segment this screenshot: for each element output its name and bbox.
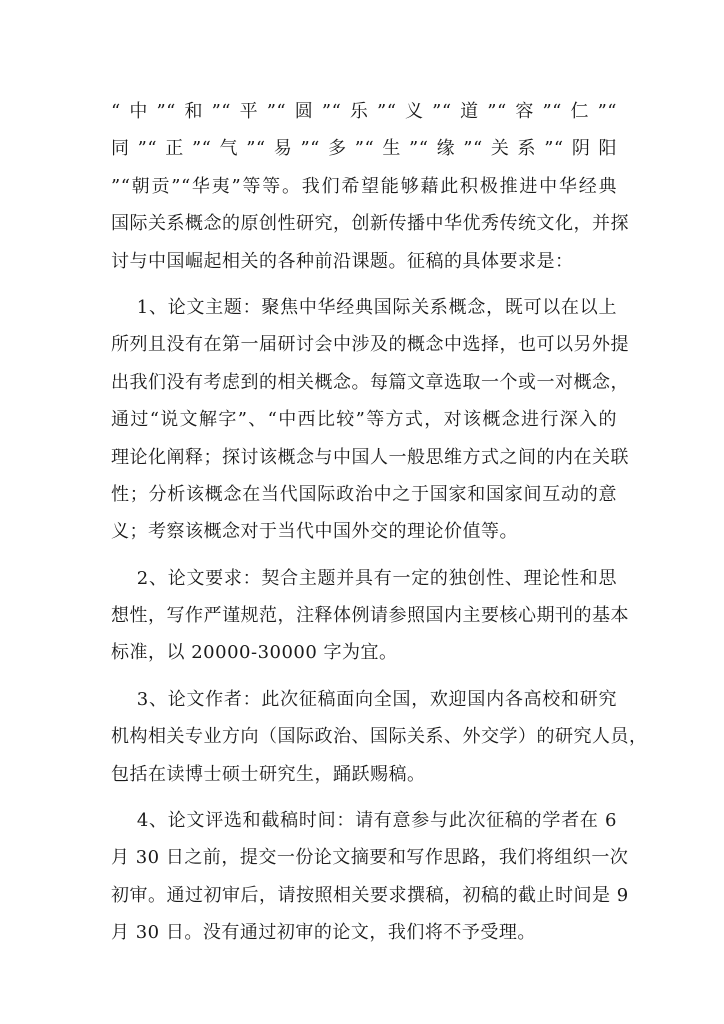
text-line: 包括在读博士硕士研究生，踊跃赐稿。 bbox=[111, 763, 426, 785]
text-line: 理论化阐释；探讨该概念与中国人一般思维方式之间的内在关联 bbox=[111, 446, 629, 468]
intro-paragraph bbox=[111, 93, 629, 280]
text-line: 通过“说文解字”、“中西比较”等方式，对该概念进行深入的 bbox=[111, 409, 617, 431]
text-line: 机构相关专业方向（国际政治、国际关系、外交学）的研究人员， bbox=[111, 726, 648, 748]
text-line: 义；考察该概念对于当代中国外交的理论价值等。 bbox=[111, 521, 518, 543]
text-line: 国际关系概念的原创性研究，创新传播中华优秀传统文化，并探 bbox=[111, 213, 629, 235]
text-line: 3、论文作者：此次征稿面向全国，欢迎国内各高校和研究 bbox=[111, 688, 617, 710]
section-review-deadline bbox=[111, 802, 629, 952]
section-paper-requirements bbox=[111, 560, 629, 672]
text-line: 想性，写作严谨规范，注释体例请参照国内主要核心期刊的基本 bbox=[111, 605, 629, 627]
text-line: 讨与中国崛起相关的各种前沿课题。征稿的具体要求是： bbox=[111, 250, 574, 272]
document-page bbox=[111, 93, 648, 952]
text-line: 初审。通过初审后，请按照相关要求撰稿，初稿的截止时间是 9 bbox=[111, 884, 629, 906]
text-line: 月 30 日。没有通过初审的论文，我们将不予受理。 bbox=[111, 922, 536, 944]
text-line: 所列且没有在第一届研讨会中涉及的概念中选择，也可以另外提 bbox=[111, 334, 629, 356]
text-line: 1、论文主题：聚焦中华经典国际关系概念，既可以在以上 bbox=[111, 296, 617, 318]
text-line: 出我们没有考虑到的相关概念。每篇文章选取一个或一对概念， bbox=[111, 371, 629, 393]
text-line: 2、论文要求：契合主题并具有一定的独创性、理论性和思 bbox=[111, 567, 617, 589]
text-line: 性；分析该概念在当代国际政治中之于国家和国家间互动的意 bbox=[111, 483, 617, 505]
text-line: 月 30 日之前，提交一份论文摘要和写作思路，我们将组织一次 bbox=[111, 847, 629, 869]
text-line: ”“朝贡”“华夷”等等。我们希望能够藉此积极推进中华经典 bbox=[111, 175, 617, 197]
text-line: “中”“和”“平”“圆”“乐”“义”“道”“容”“仁”“ bbox=[111, 101, 617, 122]
text-line: 同”“正”“气”“易”“多”“生”“缘”“关系”“阴阳 bbox=[111, 138, 617, 160]
section-paper-topic bbox=[111, 289, 629, 551]
text-line: 标准，以 20000-30000 字为宜。 bbox=[111, 642, 398, 664]
section-paper-authors bbox=[111, 681, 648, 793]
text-line: 4、论文评选和截稿时间：请有意参与此次征稿的学者在 6 bbox=[111, 810, 617, 832]
